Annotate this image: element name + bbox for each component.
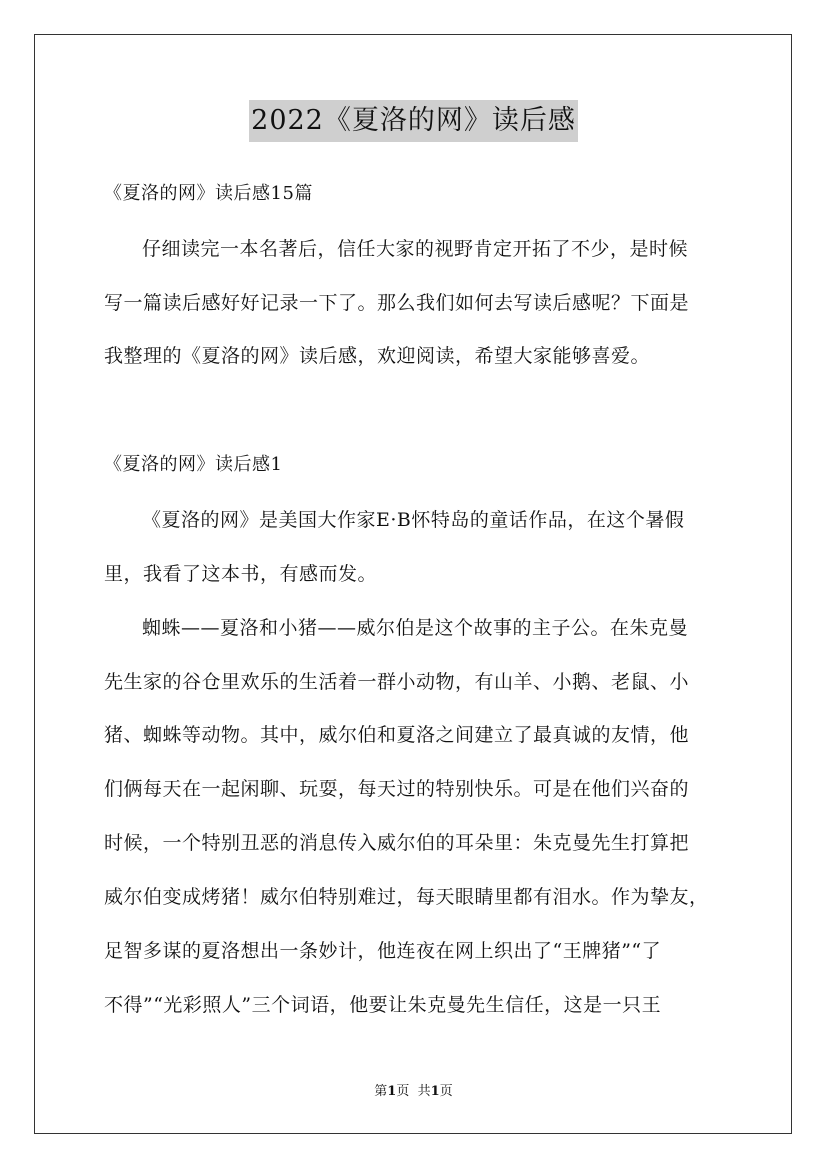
total-suffix: 页 (439, 1084, 453, 1099)
paragraph2-line-5: 时候，一个特别丑恶的消息传入威尔伯的耳朵里：朱克曼先生打算把 (104, 832, 690, 854)
paragraph2-line-3: 猪、蜘蛛等动物。其中，威尔伯和夏洛之间建立了最真诚的友情，他 (104, 724, 690, 746)
paragraph2-line-1: 蜘蛛——夏洛和小猪——威尔伯是这个故事的主子公。在朱克曼 (142, 617, 689, 639)
intro-line-1: 仔细读完一本名著后，信任大家的视野肯定开拓了不少，是时候 (142, 238, 689, 260)
intro-line-2: 写一篇读后感好好记录一下了。那么我们如何去写读后感呢？下面是 (104, 292, 690, 314)
document-subtitle: 《夏洛的网》读后感15篇 (104, 183, 313, 204)
paragraph1-line-1: 《夏洛的网》是美国大作家E·B怀特岛的童话作品，在这个暑假 (142, 509, 685, 531)
section-heading: 《夏洛的网》读后感1 (104, 454, 283, 475)
paragraph2-line-4: 们俩每天在一起闲聊、玩耍，每天过的特别快乐。可是在他们兴奋的 (104, 778, 690, 800)
page-suffix: 页 (396, 1084, 410, 1099)
paragraph2-line-7: 足智多谋的夏洛想出一条妙计，他连夜在网上织出了“王牌猪”“了 (104, 940, 662, 962)
page-prefix: 第 (374, 1084, 388, 1099)
paragraph1-line-2: 里，我看了这本书，有感而发。 (104, 563, 378, 585)
page-number: 1 (387, 1084, 397, 1099)
document-title-block (0, 100, 827, 142)
paragraph2-line-2: 先生家的谷仓里欢乐的生活着一群小动物，有山羊、小鹅、老鼠、小 (104, 671, 690, 693)
document-title: 2022《夏洛的网》读后感 (249, 100, 578, 142)
paragraph2-line-6: 威尔伯变成烤猪！威尔伯特别难过，每天眼睛里都有泪水。作为挚友， (104, 886, 709, 908)
paragraph2-line-8: 不得”“光彩照人”三个词语，他要让朱克曼先生信任，这是一只王 (104, 994, 662, 1016)
intro-line-3: 我整理的《夏洛的网》读后感，欢迎阅读，希望大家能够喜爱。 (104, 345, 651, 367)
page-footer (0, 1083, 827, 1101)
total-pages: 1 (430, 1084, 440, 1099)
total-prefix: 共 (417, 1084, 431, 1099)
